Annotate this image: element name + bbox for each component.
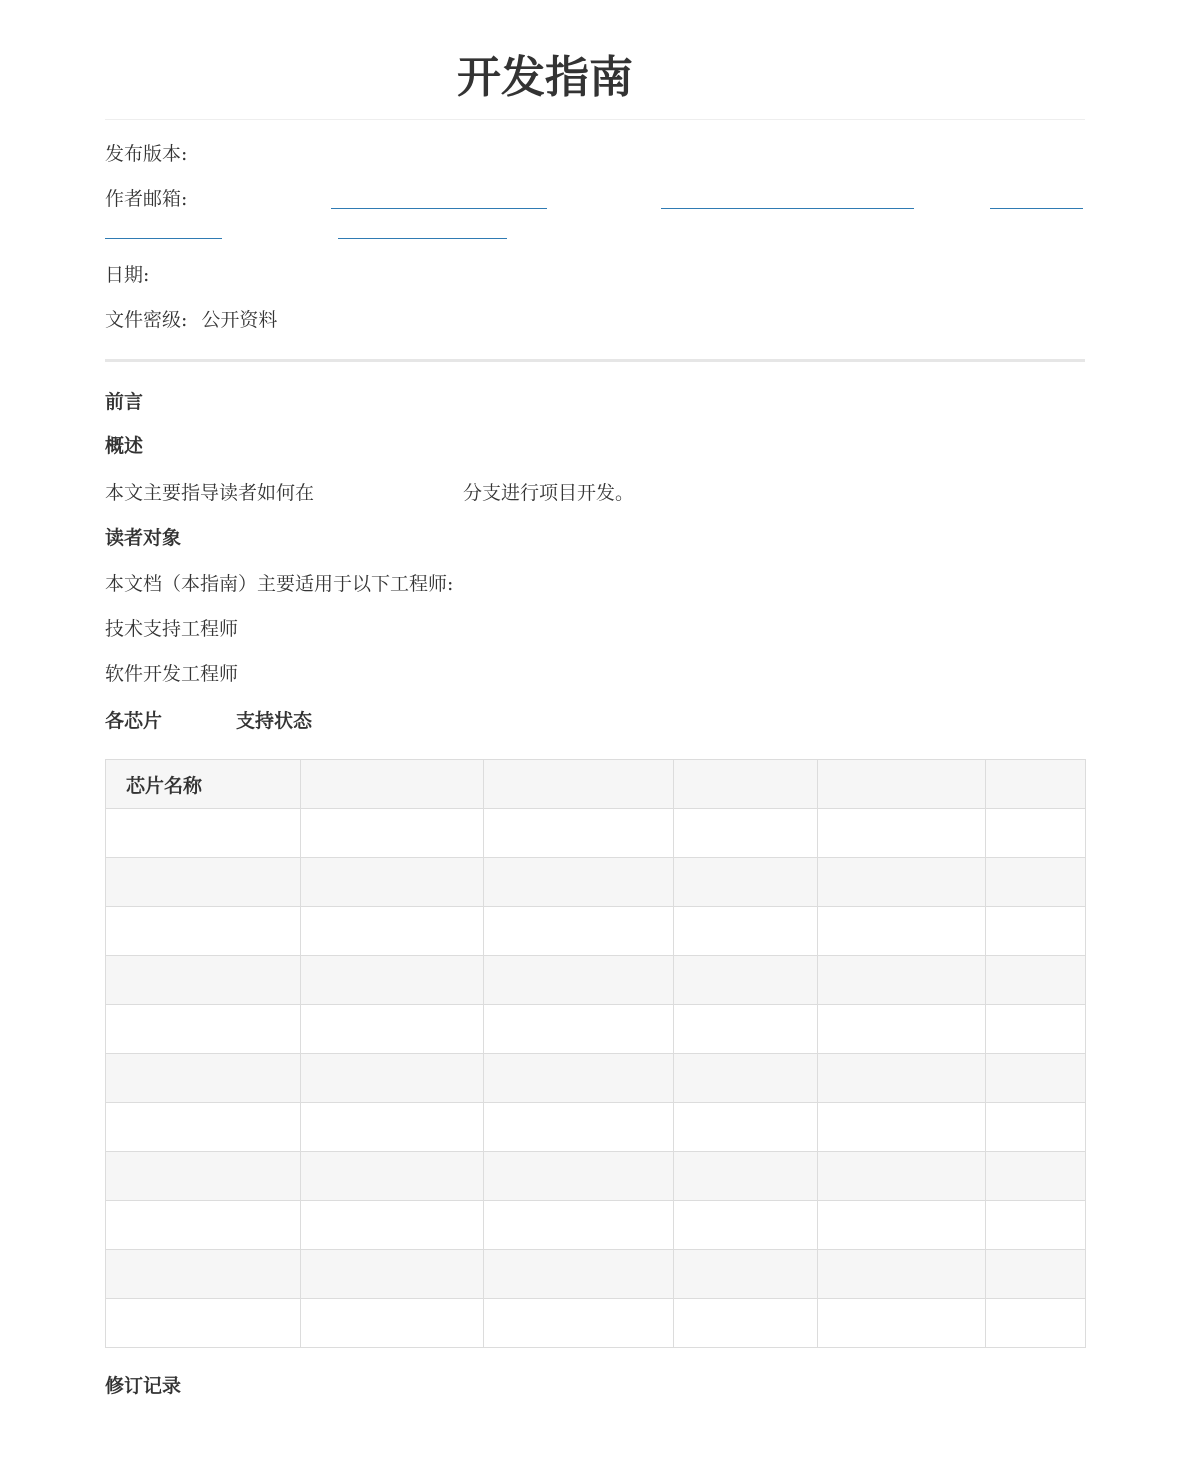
table-cell	[106, 956, 301, 1005]
table-cell	[674, 1103, 818, 1152]
author-email-link-3[interactable]	[990, 208, 1083, 209]
table-cell	[674, 858, 818, 907]
table-header-cell	[301, 760, 484, 809]
overview-heading: 概述	[105, 435, 144, 457]
document-title: 开发指南	[457, 52, 633, 103]
table-cell	[986, 1299, 1086, 1348]
author-email-link-4[interactable]	[105, 238, 222, 239]
table-cell	[986, 1054, 1086, 1103]
table-cell	[484, 1250, 674, 1299]
table-row	[106, 1054, 1086, 1103]
table-cell	[674, 1152, 818, 1201]
table-cell	[301, 1299, 484, 1348]
overview-text	[105, 479, 634, 507]
table-cell	[301, 1054, 484, 1103]
table-row	[106, 1201, 1086, 1250]
author-email-row	[105, 185, 187, 213]
table-row	[106, 1152, 1086, 1201]
table-cell	[986, 809, 1086, 858]
table-header-cell: 芯片名称	[106, 760, 301, 809]
table-cell	[301, 956, 484, 1005]
table-row	[106, 956, 1086, 1005]
date-row	[105, 261, 149, 289]
table-cell	[986, 1250, 1086, 1299]
audience-intro: 本文档（本指南）主要适用于以下工程师:	[105, 573, 454, 595]
date-label: 日期:	[105, 264, 150, 286]
table-cell	[986, 1103, 1086, 1152]
table-cell	[818, 1005, 986, 1054]
table-cell	[106, 1103, 301, 1152]
release-version-row	[105, 140, 187, 168]
author-email-label: 作者邮箱:	[105, 188, 188, 210]
table-row	[106, 1250, 1086, 1299]
table-row	[106, 858, 1086, 907]
section-divider	[105, 359, 1085, 362]
table-cell	[106, 1054, 301, 1103]
classification-row	[105, 306, 277, 334]
table-header-cell	[986, 760, 1086, 809]
author-email-link-1[interactable]	[331, 208, 547, 209]
table-cell	[484, 1201, 674, 1250]
overview-text-end: 分支进行项目开发。	[463, 482, 635, 504]
table-cell	[986, 1152, 1086, 1201]
table-cell	[818, 1152, 986, 1201]
release-version-label: 发布版本:	[105, 143, 188, 165]
table-cell	[301, 1201, 484, 1250]
table-cell	[986, 956, 1086, 1005]
table-row	[106, 1005, 1086, 1054]
table-cell	[301, 858, 484, 907]
table-cell	[674, 1054, 818, 1103]
table-cell	[818, 1250, 986, 1299]
table-row	[106, 809, 1086, 858]
table-cell	[818, 858, 986, 907]
author-email-link-2[interactable]	[661, 208, 914, 209]
table-cell	[674, 1250, 818, 1299]
table-cell	[986, 907, 1086, 956]
table-cell	[484, 1005, 674, 1054]
table-cell	[818, 809, 986, 858]
table-cell	[106, 1299, 301, 1348]
title-divider	[105, 119, 1085, 120]
table-cell	[674, 956, 818, 1005]
table-row	[106, 1299, 1086, 1348]
table-header-cell	[818, 760, 986, 809]
table-cell	[484, 858, 674, 907]
table-cell	[106, 907, 301, 956]
table-cell	[484, 1103, 674, 1152]
table-cell	[484, 1054, 674, 1103]
table-cell	[818, 1299, 986, 1348]
preface-heading: 前言	[105, 391, 144, 413]
table-cell	[674, 809, 818, 858]
table-cell	[301, 1152, 484, 1201]
table-header-row	[106, 760, 1086, 809]
author-email-link-5[interactable]	[338, 238, 507, 239]
table-cell	[106, 858, 301, 907]
table-cell	[818, 1054, 986, 1103]
table-cell	[301, 1103, 484, 1152]
revision-heading: 修订记录	[105, 1375, 182, 1397]
table-cell	[818, 907, 986, 956]
chip-status-heading-a: 各芯片	[105, 710, 163, 732]
table-cell	[818, 956, 986, 1005]
table-cell	[674, 1299, 818, 1348]
table-cell	[301, 1005, 484, 1054]
chip-support-table	[105, 759, 1085, 1348]
table-cell	[674, 1201, 818, 1250]
table-cell	[818, 1201, 986, 1250]
table-cell	[106, 1005, 301, 1054]
table-row	[106, 907, 1086, 956]
audience-item-1: 技术支持工程师	[105, 618, 239, 640]
overview-text-start: 本文主要指导读者如何在	[105, 482, 315, 504]
audience-heading: 读者对象	[105, 527, 182, 549]
table-cell	[986, 1201, 1086, 1250]
table-cell	[301, 1250, 484, 1299]
table-cell	[818, 1103, 986, 1152]
table-cell	[484, 809, 674, 858]
table-cell	[106, 809, 301, 858]
table-cell	[986, 1005, 1086, 1054]
classification-label: 文件密级:	[105, 309, 188, 331]
table-cell	[106, 1152, 301, 1201]
table-cell	[484, 1299, 674, 1348]
table-cell	[986, 858, 1086, 907]
table-row	[106, 1103, 1086, 1152]
table-cell	[484, 956, 674, 1005]
table-cell	[106, 1201, 301, 1250]
table-header-cell	[484, 760, 674, 809]
table-cell	[674, 907, 818, 956]
table-cell	[484, 1152, 674, 1201]
chip-status-heading	[105, 707, 312, 735]
classification-value: 公开资料	[201, 309, 278, 331]
table-cell	[301, 907, 484, 956]
table-header-cell	[674, 760, 818, 809]
table-cell	[674, 1005, 818, 1054]
table-cell	[301, 809, 484, 858]
audience-item-2: 软件开发工程师	[105, 663, 239, 685]
table-cell	[106, 1250, 301, 1299]
table-cell	[484, 907, 674, 956]
chip-status-heading-b: 支持状态	[236, 710, 313, 732]
